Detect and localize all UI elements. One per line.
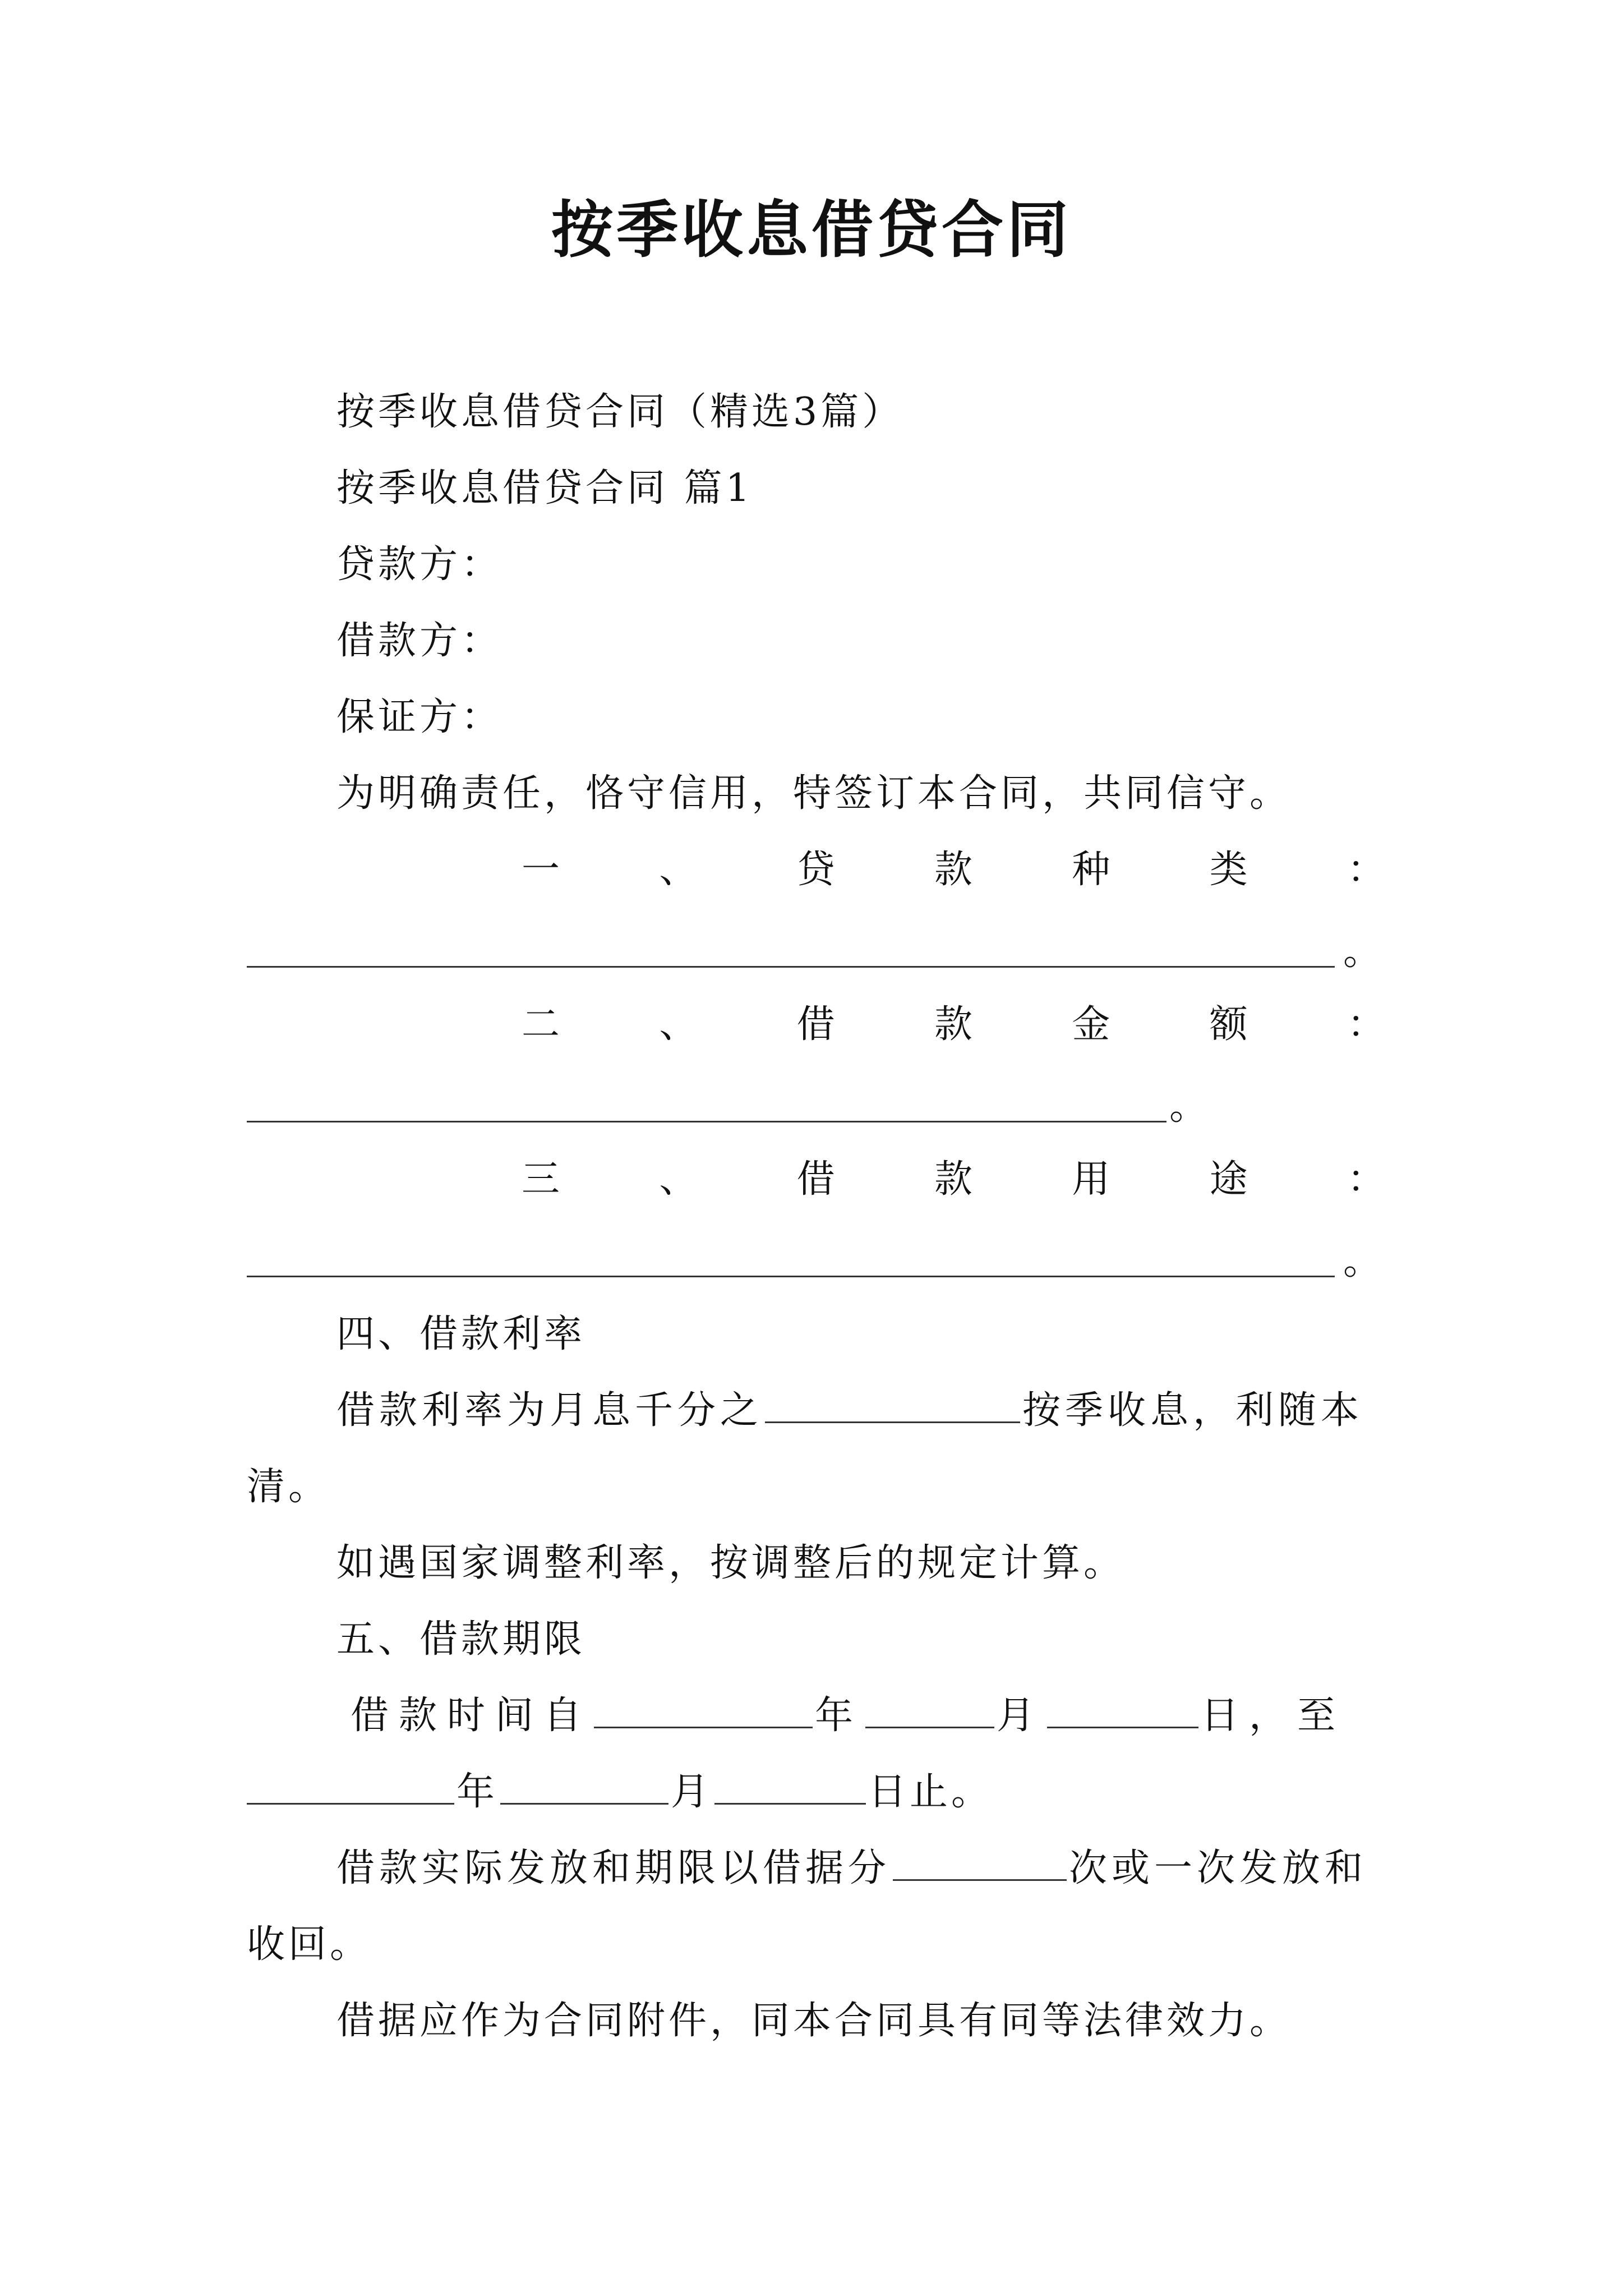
section-3-char: 途 <box>1209 1157 1248 1202</box>
section-1-char: 类 <box>1209 848 1248 892</box>
rate-paragraph-cont: 清。 <box>247 1465 330 1509</box>
section-3-blank <box>247 1276 1335 1277</box>
guarantor-label: 保证方： <box>336 695 503 739</box>
section-3-char: 三 <box>522 1157 560 1202</box>
term-paragraph <box>351 1691 1345 1741</box>
section-1-end: 。 <box>1343 930 1382 974</box>
rate-text-a: 借款利率为月息千分之 <box>336 1388 763 1433</box>
section-5-title: 五、借款期限 <box>336 1617 586 1662</box>
section-1-char: 、 <box>659 848 698 892</box>
term-end-year: 年 <box>457 1770 499 1814</box>
section-1-char: 贷 <box>796 848 835 892</box>
lender-label: 贷款方： <box>336 542 503 587</box>
rate-blank <box>765 1388 1020 1423</box>
issue-text-a: 借款实际发放和期限以借据分 <box>336 1846 891 1890</box>
section-4-title: 四、借款利率 <box>336 1312 586 1356</box>
section-2-char: 金 <box>1072 1002 1110 1047</box>
section-1-char: 一 <box>522 848 560 892</box>
section-1-blank <box>247 966 1335 968</box>
section-2-char: 额 <box>1209 1002 1248 1047</box>
term-day-to: 日，至 <box>1201 1694 1346 1738</box>
document-title: 按季收息借贷合同 <box>551 194 1072 266</box>
end-year-blank <box>247 1769 454 1805</box>
section-1-heading <box>522 845 1385 895</box>
section-3-char: 、 <box>659 1157 698 1202</box>
section-3-char: ： <box>1347 1157 1385 1202</box>
section-2-char: 款 <box>934 1002 972 1047</box>
start-day-blank <box>1047 1693 1198 1728</box>
section-2-heading <box>522 1000 1385 1050</box>
section-1-char: 款 <box>934 848 972 892</box>
preamble: 为明确责任，恪守信用，特签订本合同，共同信守。 <box>336 771 1292 816</box>
section-3-end: 。 <box>1343 1239 1382 1283</box>
issue-paragraph <box>336 1843 1367 1894</box>
section-2-char: 、 <box>659 1002 698 1047</box>
section-1-char: 种 <box>1072 848 1110 892</box>
term-paragraph-cont <box>247 1767 993 1818</box>
section-2-end: 。 <box>1169 1084 1208 1129</box>
section-2-blank <box>247 1121 1166 1122</box>
end-month-blank <box>500 1769 668 1805</box>
section-2-char: 借 <box>796 1002 835 1047</box>
section-3-char: 借 <box>796 1157 835 1202</box>
term-text-a: 借款时间自 <box>351 1694 592 1738</box>
section-1-char: ： <box>1347 848 1385 892</box>
section-3-char: 用 <box>1072 1157 1110 1202</box>
term-month: 月 <box>997 1694 1045 1738</box>
receipt-clause: 借据应作为合同附件，同本合同具有同等法律效力。 <box>336 1999 1292 2043</box>
term-end-month: 月 <box>671 1770 713 1814</box>
issue-text-b: 次或一次发放和 <box>1069 1846 1368 1890</box>
start-year-blank <box>594 1693 813 1728</box>
borrower-label: 借款方： <box>336 619 503 663</box>
start-month-blank <box>865 1693 994 1728</box>
term-end-day: 日止。 <box>868 1770 993 1814</box>
section-3-heading <box>522 1154 1385 1205</box>
rate-adjust: 如遇国家调整利率，按调整后的规定计算。 <box>336 1541 1126 1585</box>
term-year: 年 <box>815 1694 864 1738</box>
subtitle: 按季收息借贷合同（精选3篇） <box>336 390 904 434</box>
issue-paragraph-cont: 收回。 <box>247 1922 372 1967</box>
end-day-blank <box>714 1769 866 1805</box>
part-heading: 按季收息借贷合同 篇1 <box>336 466 753 510</box>
section-2-char: 二 <box>522 1002 560 1047</box>
rate-paragraph <box>336 1386 1363 1436</box>
section-2-char: ： <box>1347 1002 1385 1047</box>
issue-count-blank <box>893 1846 1067 1881</box>
rate-text-b: 按季收息，利随本 <box>1022 1388 1364 1433</box>
section-3-char: 款 <box>934 1157 972 1202</box>
